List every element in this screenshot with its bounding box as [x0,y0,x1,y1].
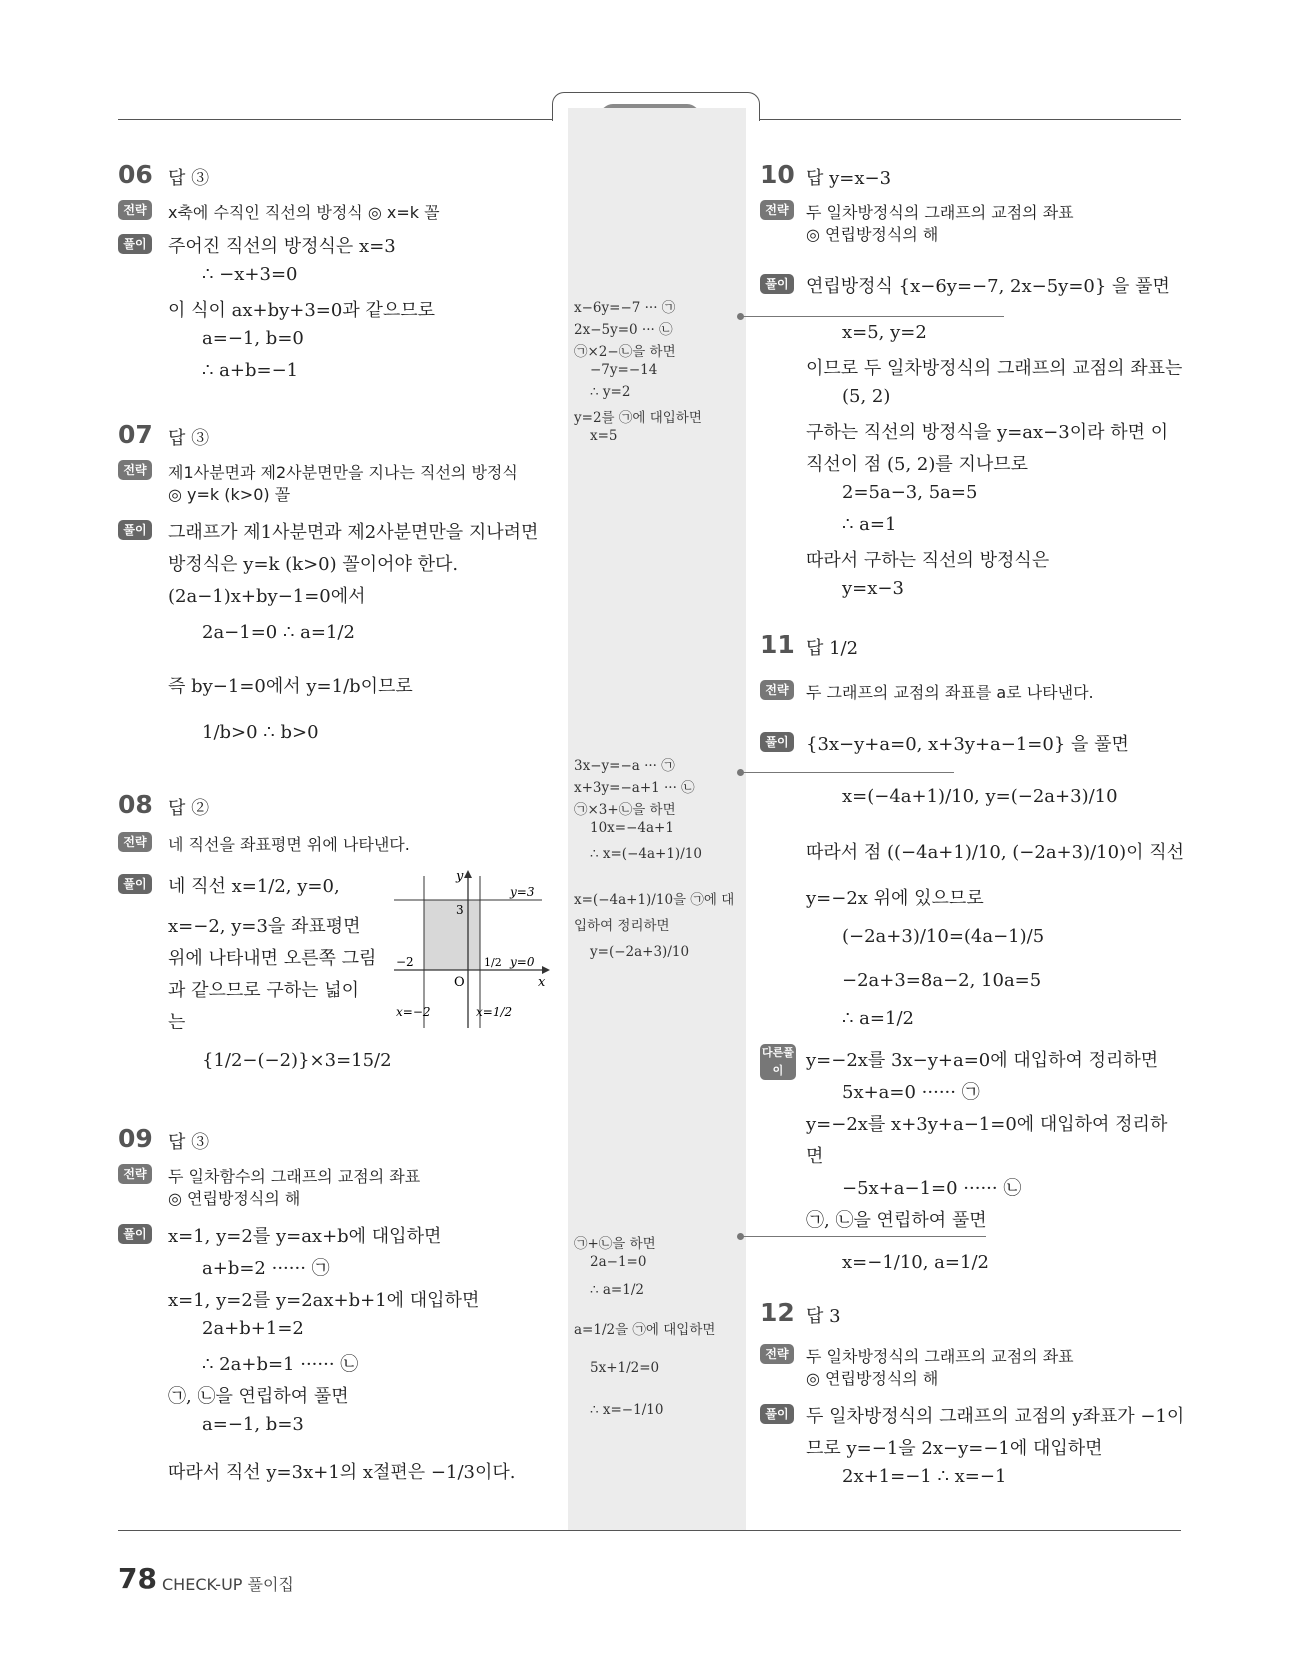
answer-07 [168,424,209,450]
answer-08-text: 답 ② [168,798,210,819]
p06-line-5: ∴ a+b=−1 [202,360,299,381]
problem-number-08: 08 [118,790,153,819]
page-number: 78 [118,1562,157,1595]
side2-line-5: ∴ x=(−4a+1)/10 [590,846,702,862]
p11-alt-line-3: y=−2x를 x+3y+a−1=0에 대입하여 정리하 [806,1114,1168,1135]
strategy-tag-09: 전략 [118,1164,152,1184]
answer-09 [168,1128,209,1154]
label-half: 1/2 [484,956,502,969]
p11-line-3: 따라서 점 ((−4a+1)/10, (−2a+3)/10)이 직선 [806,842,1184,863]
label-y0: y=0 [510,955,535,969]
p06-line-1: 주어진 직선의 방정식은 x=3 [168,236,396,257]
strategy-12-line-2: ◎ 연립방정식의 해 [806,1369,939,1388]
p08-line-1: 네 직선 x=1/2, y=0, [168,876,340,897]
side2-line-7: 입하여 정리하면 [574,918,670,934]
side2-line-2: x+3y=−a+1 ··· ㉡ [574,780,695,796]
p09-line-6: ㉠, ㉡을 연립하여 풀면 [168,1386,349,1407]
strategy-08: 네 직선을 좌표평면 위에 나타낸다. [168,835,410,854]
solution-tag-12: 풀이 [760,1404,794,1424]
p09-line-2: a+b=2 ······ ㉠ [202,1258,330,1279]
p09-line-1: x=1, y=2를 y=ax+b에 대입하면 [168,1226,442,1247]
strategy-tag-12: 전략 [760,1344,794,1364]
p11-line-7: ∴ a=1/2 [842,1008,914,1029]
bottom-rule [118,1530,1181,1531]
p10-line-1: 연립방정식 {x−6y=−7, 2x−5y=0} 을 풀면 [806,276,1170,297]
side2-line-8: y=(−2a+3)/10 [590,944,690,960]
solution-tag-09: 풀이 [118,1224,152,1244]
p11-line-4: y=−2x 위에 있으므로 [806,888,984,909]
strategy-11: 두 그래프의 교점의 좌표를 a로 나타낸다. [806,683,1094,702]
p09-line-3: x=1, y=2를 y=2ax+b+1에 대입하면 [168,1290,480,1311]
answer-10 [806,164,891,190]
p07-line-3: (2a−1)x+by−1=0에서 [168,586,366,607]
answer-07-text: 답 ③ [168,428,210,449]
p10-line-5: 구하는 직선의 방정식을 y=ax−3이라 하면 이 [806,422,1169,443]
p11-alt-line-5: −5x+a−1=0 ······ ㉡ [842,1178,1022,1199]
side1-line-6: y=2를 ㉠에 대입하면 [574,410,702,426]
p11-alt-line-6: ㉠, ㉡을 연립하여 풀면 [806,1210,987,1231]
answer-06-text: 답 ③ [168,168,210,189]
connector-1 [740,316,1004,317]
p11-alt-line-1: y=−2x를 3x−y+a=0에 대입하여 정리하면 [806,1050,1159,1071]
strategy-tag-06: 전략 [118,200,152,220]
strategy-07-line-1: 제1사분면과 제2사분면만을 지나는 직선의 방정식 [168,463,518,482]
p08-line-5: 는 [168,1012,186,1033]
p10-line-2: x=5, y=2 [842,322,927,343]
alt-solution-tag-11: 다른풀이 [760,1044,796,1080]
p11-line-5: (−2a+3)/10=(4a−1)/5 [842,926,1045,947]
p10-line-3: 이므로 두 일차방정식의 그래프의 교점의 좌표는 [806,358,1183,379]
p09-line-7: a=−1, b=3 [202,1414,304,1435]
p11-line-1: {3x−y+a=0, x+3y+a−1=0} 을 풀면 [806,734,1129,755]
p10-line-10: y=x−3 [842,578,904,599]
strategy-10-line-2: ◎ 연립방정식의 해 [806,225,939,244]
p06-line-2: ∴ −x+3=0 [202,264,298,285]
shaded-region [424,900,480,970]
strategy-tag-11: 전략 [760,680,794,700]
side2-line-3: ㉠×3+㉡을 하면 [574,802,676,818]
p12-line-2: 므로 y=−1을 2x−y=−1에 대입하면 [806,1438,1103,1459]
strategy-09-line-1: 두 일차함수의 그래프의 교점의 좌표 [168,1167,421,1186]
p09-line-5: ∴ 2a+b=1 ······ ㉡ [202,1354,359,1375]
answer-08 [168,794,209,820]
label-three: 3 [456,903,464,917]
side3-line-2: 2a−1=0 [590,1254,647,1270]
p11-line-6: −2a+3=8a−2, 10a=5 [842,970,1042,991]
p08-line-2: x=−2, y=3을 좌표평면 [168,916,361,937]
side3-line-1: ㉠+㉡을 하면 [574,1236,656,1252]
p10-line-4: (5, 2) [842,386,891,407]
side2-line-1: 3x−y=−a ··· ㉠ [574,758,675,774]
side3-line-4: a=1/2을 ㉠에 대입하면 [574,1322,716,1338]
side3-line-3: ∴ a=1/2 [590,1282,644,1298]
p11-alt-line-4: 면 [806,1146,824,1167]
answer-11 [806,634,858,660]
side1-line-4: −7y=−14 [590,362,658,378]
p12-line-3: 2x+1=−1 ∴ x=−1 [842,1466,1007,1487]
y-axis-arrow [464,870,472,878]
side1-line-2: 2x−5y=0 ··· ㉡ [574,322,673,338]
answer-06 [168,164,209,190]
p11-alt-line-7: x=−1/10, a=1/2 [842,1252,989,1273]
p09-line-4: 2a+b+1=2 [202,1318,304,1339]
p07-line-1: 그래프가 제1사분면과 제2사분면만을 지나려면 [168,522,539,543]
p12-line-1: 두 일차방정식의 그래프의 교점의 y좌표가 −1이 [806,1406,1185,1427]
p07-line-4: 2a−1=0 ∴ a=1/2 [202,622,355,643]
p10-line-6: 직선이 점 (5, 2)를 지나므로 [806,454,1029,475]
solution-tag-11: 풀이 [760,732,794,752]
strategy-tag-10: 전략 [760,200,794,220]
label-x-half: x=1/2 [476,1005,513,1019]
connector-dot-2 [737,769,744,776]
p11-alt-line-2: 5x+a=0 ······ ㉠ [842,1082,980,1103]
side3-line-6: ∴ x=−1/10 [590,1402,664,1418]
strategy-12-line-1: 두 일차방정식의 그래프의 교점의 좌표 [806,1347,1074,1366]
answer-09-text: 답 ③ [168,1132,210,1153]
problem-number-12: 12 [760,1298,795,1327]
problem-number-06: 06 [118,160,153,189]
answer-10-text: 답 y=x−3 [806,168,892,189]
label-x-axis: x [538,975,546,990]
strategy-tag-07: 전략 [118,460,152,480]
p08-line-6: {1/2−(−2)}×3=15/2 [202,1050,392,1071]
problem-number-09: 09 [118,1124,153,1153]
strategy-09-line-2: ◎ 연립방정식의 해 [168,1189,301,1208]
p07-line-2: 방정식은 y=k (k>0) 꼴이어야 한다. [168,554,459,575]
problem-number-07: 07 [118,420,153,449]
p10-line-7: 2=5a−3, 5a=5 [842,482,978,503]
label-y-axis: y [456,869,464,884]
answer-11-text: 답 1/2 [806,638,859,659]
solution-tag-10: 풀이 [760,274,794,294]
label-y3: y=3 [510,885,535,899]
problem-number-10: 10 [760,160,795,189]
p06-line-3: 이 식이 ax+by+3=0과 같으므로 [168,300,435,321]
problem-number-11: 11 [760,630,795,659]
side1-line-3: ㉠×2−㉡을 하면 [574,344,676,360]
solution-tag-06: 풀이 [118,234,152,254]
solution-tag-08: 풀이 [118,874,152,894]
connector-dot-3 [737,1233,744,1240]
solution-tag-07: 풀이 [118,520,152,540]
side1-line-1: x−6y=−7 ··· ㉠ [574,300,676,316]
strategy-tag-08: 전략 [118,832,152,852]
connector-2 [740,772,954,773]
label-neg2: −2 [396,955,414,969]
x-axis-arrow [542,966,550,974]
connector-3 [740,1236,986,1237]
answer-12-text: 답 3 [806,1306,841,1327]
book-title: CHECK-UP 풀이집 [162,1575,294,1594]
p10-line-9: 따라서 구하는 직선의 방정식은 [806,550,1050,571]
p07-line-5: 즉 by−1=0에서 y=1/b이므로 [168,676,413,697]
p06-line-4: a=−1, b=0 [202,328,304,349]
p08-line-3: 위에 나타내면 오른쪽 그림 [168,948,377,969]
side2-line-6: x=(−4a+1)/10을 ㉠에 대 [574,892,735,908]
strategy-07-line-2: ◎ y=k (k>0) 꼴 [168,485,291,504]
strategy-06: x축에 수직인 직선의 방정식 ◎ x=k 꼴 [168,203,440,222]
side2-line-4: 10x=−4a+1 [590,820,674,836]
strategy-10-line-1: 두 일차방정식의 그래프의 교점의 좌표 [806,203,1074,222]
connector-dot-1 [737,313,744,320]
side3-line-5: 5x+1/2=0 [590,1360,660,1376]
side1-line-7: x=5 [590,428,618,444]
label-x-neg2: x=−2 [396,1005,431,1019]
side1-line-5: ∴ y=2 [590,384,631,400]
answer-12 [806,1302,841,1328]
p09-line-8: 따라서 직선 y=3x+1의 x절편은 −1/3이다. [168,1462,516,1483]
label-origin: O [454,975,465,990]
p10-line-8: ∴ a=1 [842,514,897,535]
p07-line-6: 1/b>0 ∴ b>0 [202,722,319,743]
coordinate-graph [392,868,552,1038]
p08-line-4: 과 같으므로 구하는 넓이 [168,980,360,1001]
p11-line-2: x=(−4a+1)/10, y=(−2a+3)/10 [842,786,1118,807]
